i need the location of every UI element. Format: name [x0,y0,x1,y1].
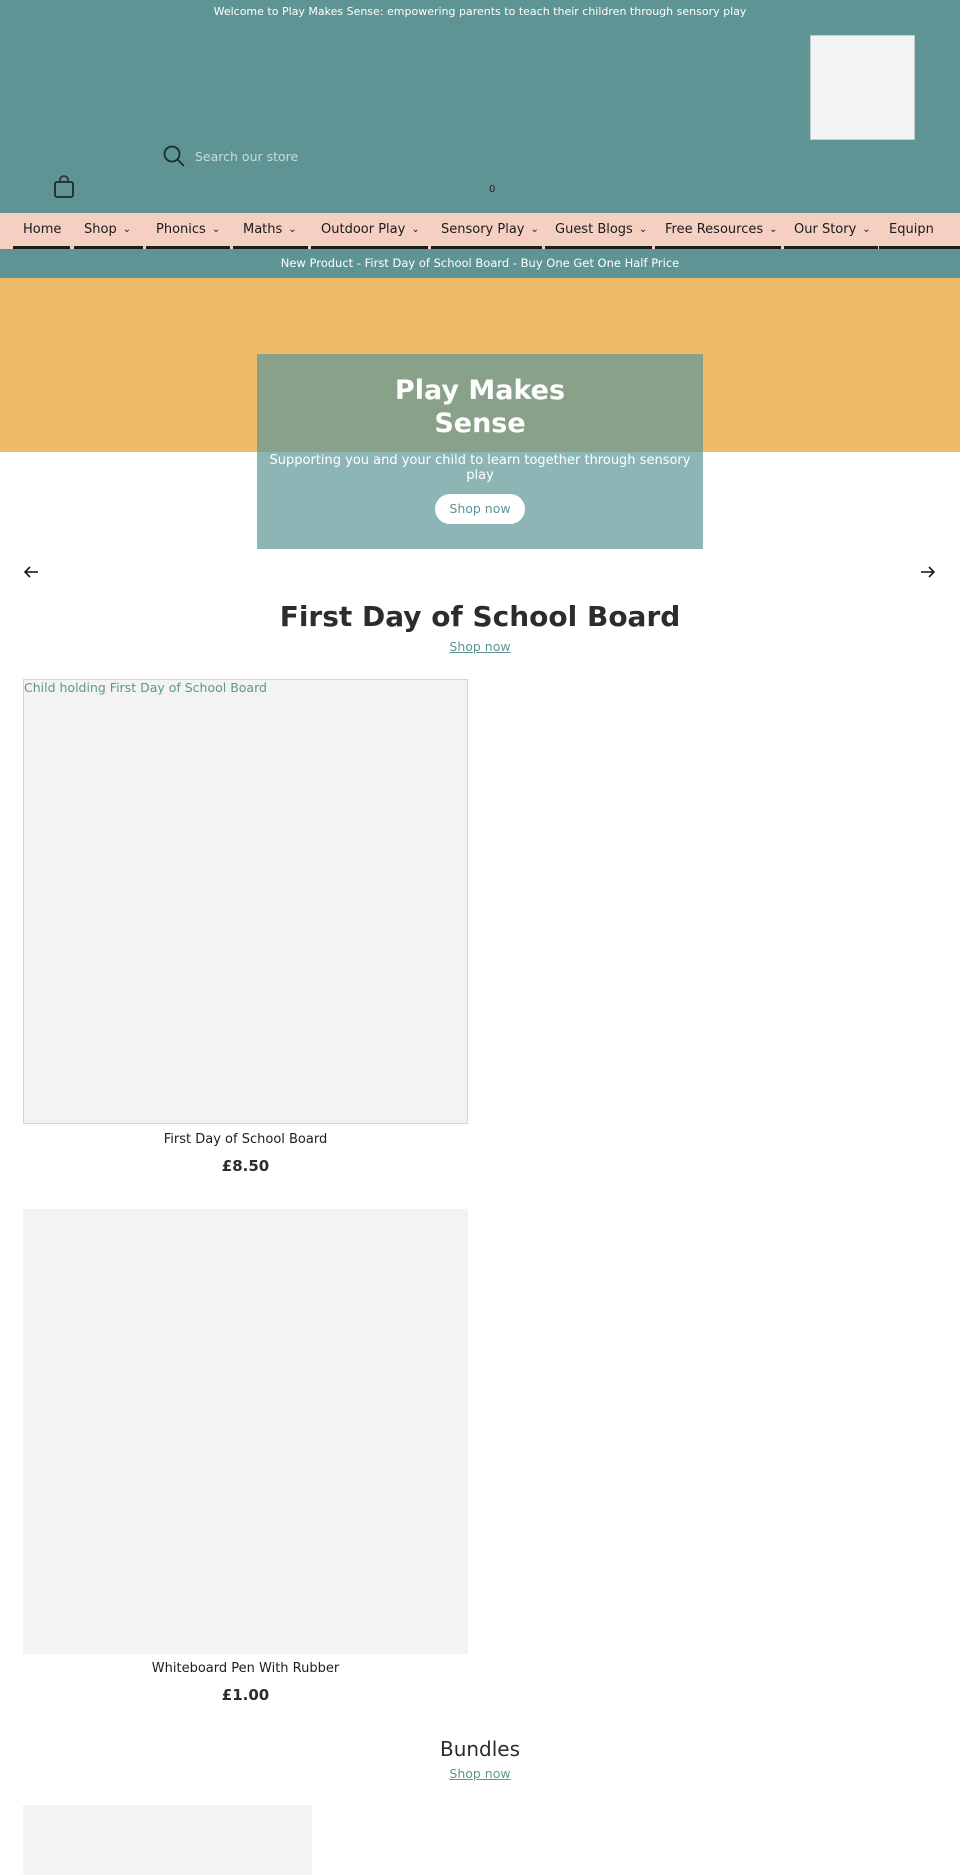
nav-item-outdoor-play[interactable] [311,213,428,249]
collection-shop-now-link[interactable] [0,1766,960,1781]
nav-item-free-resources[interactable] [655,213,781,249]
product-image[interactable] [23,679,468,1124]
nav-item-label: Free Resources [665,222,764,237]
chevron-down-icon: ⌄ [211,224,221,235]
welcome-banner: Welcome to Play Makes Sense: empowering parents to teach their children through sensory play [213,5,747,18]
site-header [0,0,960,213]
nav-item-label: Guest Blogs [555,222,633,237]
product-price: £8.50 [221,1157,270,1175]
nav-item-label: Home [23,222,62,237]
hero-title [257,374,703,440]
cart-count: 0 [489,184,496,195]
nav-item-phonics[interactable] [146,213,230,249]
collection-title: Bundles [439,1737,521,1761]
nav-item-label: Outdoor Play [321,222,406,237]
search-bar [163,145,463,167]
store-logo[interactable] [810,35,915,140]
nav-item-equipment[interactable] [879,213,960,249]
chevron-down-icon: ⌄ [288,224,297,235]
collection-link-label[interactable]: Shop now [449,1766,511,1781]
chevron-down-icon: ⌄ [122,224,132,235]
nav-item-label: Sensory Play [441,222,525,237]
hero-shop-now-button[interactable]: Shop now [435,494,525,524]
product-price: £1.00 [221,1686,270,1704]
nav-item-label: Shop [84,222,117,237]
chevron-down-icon: ⌄ [769,224,778,235]
nav-item-label: Equipn [889,222,934,237]
product-image-alt: Child holding First Day of School Board [24,680,267,695]
nav-item-shop[interactable] [74,213,143,249]
product-image[interactable] [23,1805,312,1875]
hero-title-line: Sense [434,408,526,439]
chevron-down-icon: ⌄ [862,224,871,235]
main-nav [0,213,960,249]
collection-shop-now-link[interactable] [0,639,960,654]
search-icon[interactable] [163,145,185,167]
nav-item-label: Phonics [156,222,206,237]
collection-link-label[interactable]: Shop now [449,639,511,654]
nav-item-guest-blogs[interactable] [545,213,652,249]
arrow-left-icon[interactable] [23,564,39,585]
hero-subtitle: Supporting you and your child to learn together through sensory play [269,453,691,483]
collection-title: First Day of School Board [279,600,681,633]
nav-item-home[interactable] [13,213,70,249]
hero-content-box [257,354,703,549]
nav-item-our-story[interactable] [784,213,878,249]
chevron-down-icon: ⌄ [530,224,539,235]
product-image[interactable] [23,1209,468,1654]
chevron-down-icon: ⌄ [411,224,420,235]
arrow-right-icon[interactable] [920,564,936,585]
hero-title-line: Play Makes [394,375,566,406]
nav-item-label: Our Story [794,222,857,237]
search-input[interactable] [195,149,435,164]
nav-item-sensory-play[interactable] [431,213,542,249]
product-title[interactable]: First Day of School Board [163,1132,328,1147]
promo-announcement[interactable]: New Product - First Day of School Board - Buy One Get One Half Price [0,249,960,278]
chevron-down-icon: ⌄ [638,224,648,235]
nav-item-label: Maths [243,222,283,237]
cart-icon[interactable] [53,175,75,203]
nav-item-maths[interactable] [233,213,308,249]
product-title[interactable]: Whiteboard Pen With Rubber [151,1661,340,1676]
